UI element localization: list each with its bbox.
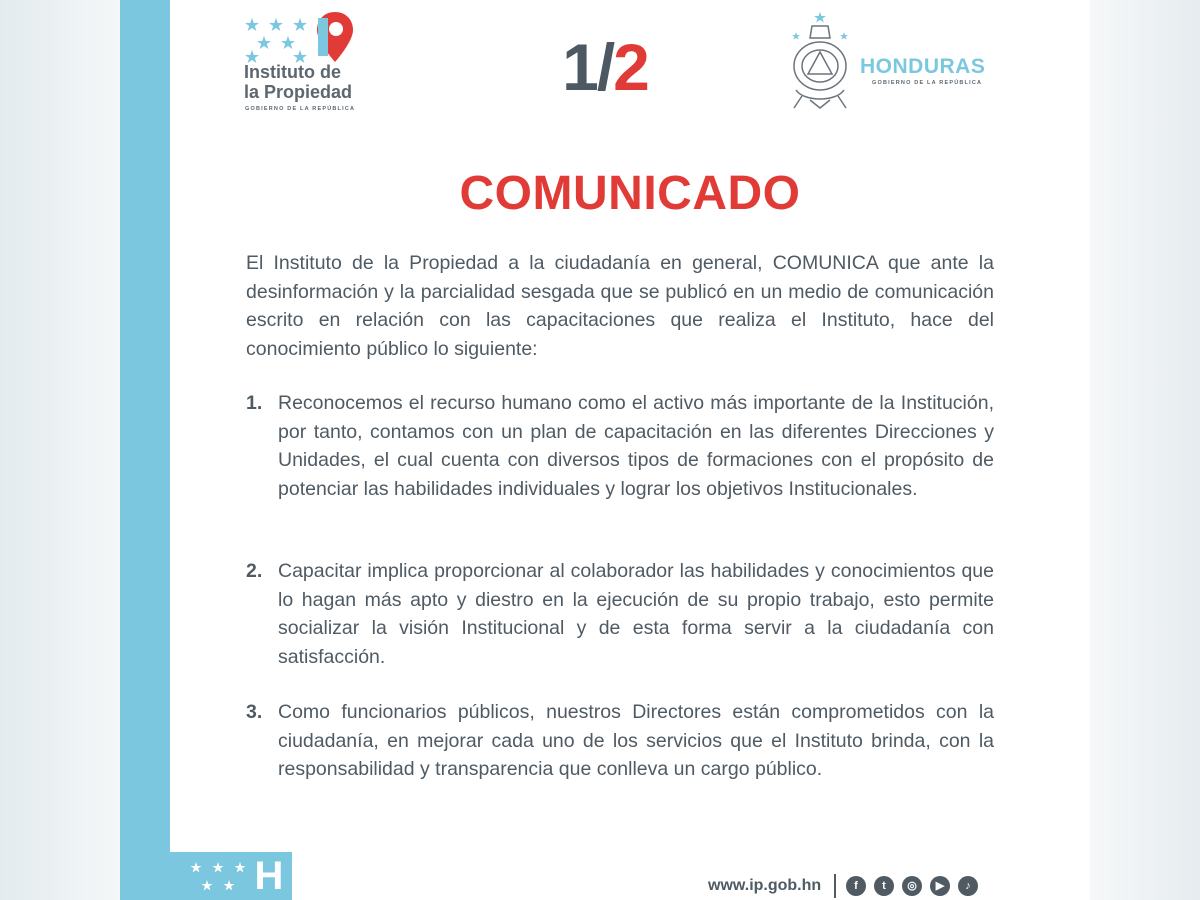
left-accent-stripe bbox=[120, 0, 170, 900]
institute-name-line1: Instituto de bbox=[244, 62, 341, 82]
page-separator: / bbox=[596, 30, 614, 104]
location-pin-icon bbox=[314, 10, 356, 64]
instituto-propiedad-logo bbox=[244, 10, 414, 120]
page-total: 2 bbox=[613, 30, 648, 104]
background-left bbox=[0, 0, 120, 900]
institute-name-line2: la Propiedad bbox=[244, 82, 353, 102]
country-subtitle: GOBIERNO DE LA REPÚBLICA bbox=[872, 80, 983, 86]
item-number: 2. bbox=[246, 560, 263, 582]
twitter-icon[interactable]: t bbox=[874, 876, 894, 896]
instagram-icon[interactable]: ◎ bbox=[902, 876, 922, 896]
youtube-icon[interactable]: ▶ bbox=[930, 876, 950, 896]
institute-name bbox=[244, 62, 414, 102]
stars-icon bbox=[190, 860, 246, 896]
social-links bbox=[846, 876, 996, 898]
item-number: 3. bbox=[246, 701, 263, 723]
institute-subtitle: GOBIERNO DE LA REPÚBLICA bbox=[245, 106, 356, 112]
item-text: Reconocemos el recurso humano como el activo más importante de la Institución, por tanto, contamos con un plan de capacitación en las diferentes Direcciones y Unidades, el cual cuenta con diversos tipos de formaciones con el propósito de potenciar las habilidades individuales y lograr los objetivos Institucionales. bbox=[278, 392, 994, 500]
footer-divider bbox=[834, 874, 836, 898]
tiktok-icon[interactable]: ♪ bbox=[958, 876, 978, 896]
honduras-h-logo: H bbox=[254, 854, 284, 898]
document-title: COMUNICADO bbox=[459, 167, 801, 220]
intro-paragraph: El Instituto de la Propiedad a la ciudadanía en general, COMUNICA que ante la desinformación y la parcialidad sesgada que se publicó en un medio de comunicación escrito en relación con las capacitaciones que realiza el Instituto, hace del conocimiento público lo siguiente: bbox=[246, 252, 994, 360]
page-indicator bbox=[530, 32, 680, 102]
website-link[interactable]: www.ip.gob.hn bbox=[708, 877, 822, 894]
facebook-icon[interactable]: f bbox=[846, 876, 866, 896]
coat-of-arms-icon bbox=[780, 10, 860, 110]
page-current: 1 bbox=[562, 30, 597, 104]
stars-icon bbox=[244, 16, 310, 66]
background-right bbox=[1090, 0, 1200, 900]
country-name: HONDURAS bbox=[860, 55, 986, 78]
item-text: Capacitar implica proporcionar al colaborador las habilidades y conocimientos que lo hagan más apto y diestro en la ejecución de su propio trabajo, esto permite socializar la visión Institucional y de esta forma servir a la ciudadanía con satisfacción. bbox=[278, 560, 994, 668]
item-text: Como funcionarios públicos, nuestros Directores están comprometidos con la ciudadanía, en mejorar cada uno de los servicios que el Instituto brinda, con la responsabilidad y transparencia que conlleva un cargo público. bbox=[278, 701, 994, 780]
footer-badge bbox=[170, 852, 292, 900]
item-number: 1. bbox=[246, 392, 263, 414]
